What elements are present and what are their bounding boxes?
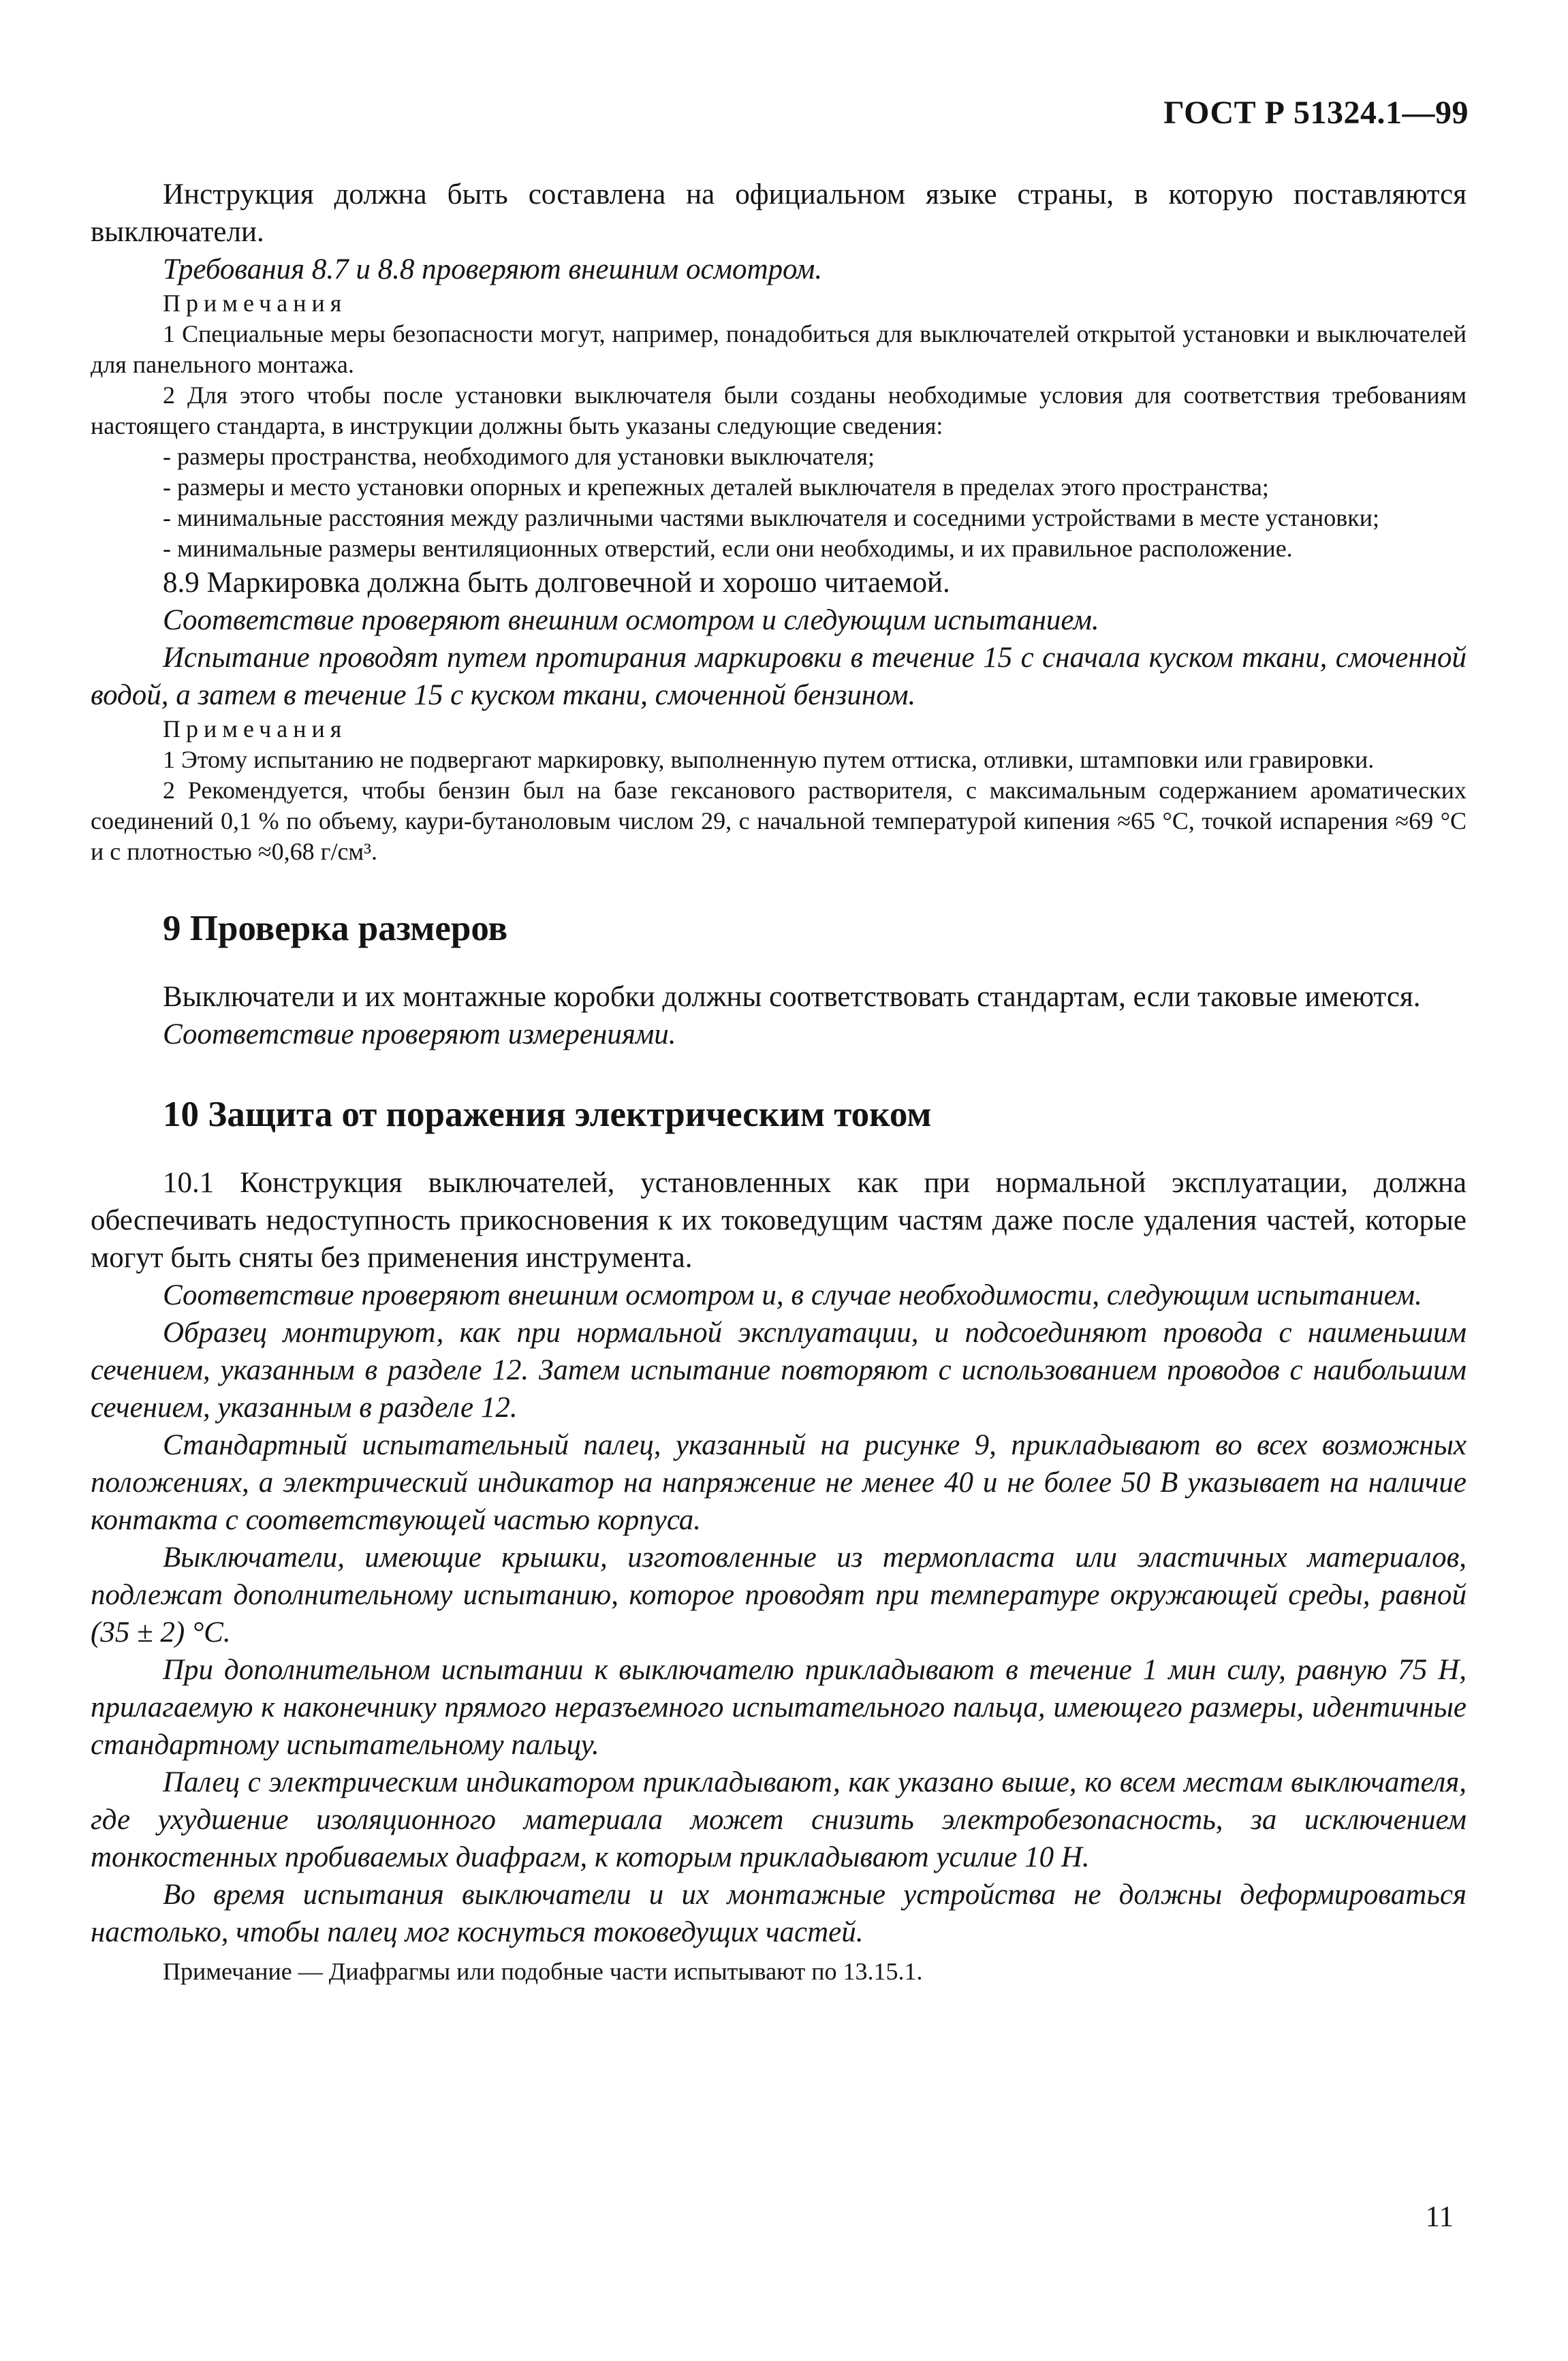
block-12: Примечания xyxy=(163,715,347,742)
block-29: Палец с электрическим индикатором прикладывают, как указано выше, ко всем местам выключателя, где ухудшение изоляционного материала может снизить электробезопасность, за исключением тонкостенных пробиваемых диафрагм, к которым прикладывают усилие 10 Н. xyxy=(91,1766,1467,1873)
block-11: Испытание проводят путем протирания маркировки в течение 15 с сначала куском ткани, смоченной водой, а затем в течение 15 с куском ткани, смоченной бензином. xyxy=(91,642,1467,711)
block-1: Требования 8.7 и 8.8 проверяют внешним осмотром. xyxy=(163,253,823,285)
spacer xyxy=(91,867,1467,905)
block-7: - минимальные расстояния между различными частями выключателя и соседними устройствами в месте установки; xyxy=(163,504,1379,531)
block-5: - размеры пространства, необходимого для установки выключателя; xyxy=(163,443,875,470)
spacer xyxy=(91,1053,1467,1091)
document-code: ГОСТ Р 51324.1—99 xyxy=(1163,95,1469,131)
section-heading-10: 10 Защита от поражения электрическим током xyxy=(163,1095,932,1134)
block-10: Соответствие проверяют внешним осмотром и следующим испытанием. xyxy=(163,604,1099,636)
block-24: Соответствие проверяют внешним осмотром и, в случае необходимости, следующим испытанием. xyxy=(163,1279,1422,1311)
block-25: Образец монтируют, как при нормальной эксплуатации, и подсоединяют провода с наименьшим сечением, указанным в разделе 12. Затем испытание повторяют с использованием проводов с наибольшим сечением, указанным в разделе 12. xyxy=(91,1317,1467,1424)
page-body xyxy=(91,176,1467,1987)
block-26: Стандартный испытательный палец, указанный на рисунке 9, прикладывают во всех возможных положениях, а электрический индикатор на напряжение не менее 40 и не более 50 В указывает на наличие контакта с соответствующей частью корпуса. xyxy=(91,1429,1467,1536)
block-4: 2 Для этого чтобы после установки выключателя были созданы необходимые условия для соответствия требованиям настоящего стандарта, в инструкции должны быть указаны следующие сведения: xyxy=(91,381,1467,439)
block-18: Выключатели и их монтажные коробки должны соответствовать стандартам, если таковые имеются. xyxy=(163,981,1421,1013)
section-heading-9: 9 Проверка размеров xyxy=(163,909,508,948)
spacer xyxy=(91,1138,1467,1164)
spacer xyxy=(91,952,1467,978)
block-14: 2 Рекомендуется, чтобы бензин был на базе гексанового растворителя, с максимальным содержанием ароматических соединений 0,1 % по объему, каури-бутаноловым числом 29, с начальной температурой кипения ≈65 °С, точкой испарения ≈69 °С и с плотностью ≈0,68 г/см³. xyxy=(91,777,1467,865)
block-13: 1 Этому испытанию не подвергают маркировку, выполненную путем оттиска, отливки, штамповки или гравировки. xyxy=(163,746,1375,773)
block-28: При дополнительном испытании к выключателю прикладывают в течение 1 мин силу, равную 75 Н, прилагаемую к наконечнику прямого неразъемного испытательного пальца, имеющего размеры, идентичные стандартному испытательному пальцу. xyxy=(91,1654,1467,1761)
block-8: - минимальные размеры вентиляционных отверстий, если они необходимы, и их правильное расположение. xyxy=(163,535,1293,562)
block-27: Выключатели, имеющие крышки, изготовленные из термопласта или эластичных материалов, подлежат дополнительному испытанию, которое проводят при температуре окружающей среды, равной (35 ± 2) °С. xyxy=(91,1542,1467,1648)
block-32: Примечание — Диафрагмы или подобные части испытывают по 13.15.1. xyxy=(163,1958,923,1985)
block-30: Во время испытания выключатели и их монтажные устройства не должны деформироваться настолько, чтобы палец мог коснуться токоведущих частей. xyxy=(91,1879,1467,1948)
block-3: 1 Специальные меры безопасности могут, например, понадобиться для выключателей открытой установки и выключателей для панельного монтажа. xyxy=(91,320,1467,378)
block-9: 8.9 Маркировка должна быть долговечной и хорошо читаемой. xyxy=(163,567,950,599)
block-6: - размеры и место установки опорных и крепежных деталей выключателя в пределах этого пространства; xyxy=(163,473,1269,501)
page-number: 11 xyxy=(1425,2201,1454,2233)
block-19: Соответствие проверяют измерениями. xyxy=(163,1018,676,1050)
block-23: 10.1 Конструкция выключателей, установленных как при нормальной эксплуатации, должна обеспечивать недоступность прикосновения к их токоведущим частям даже после удаления частей, которые могут быть сняты без применения инструмента. xyxy=(91,1167,1467,1274)
spacer xyxy=(91,1951,1467,1956)
block-2: Примечания xyxy=(163,290,347,317)
block-0: Инструкция должна быть составлена на официальном языке страны, в которую поставляются выключатели. xyxy=(91,178,1467,248)
